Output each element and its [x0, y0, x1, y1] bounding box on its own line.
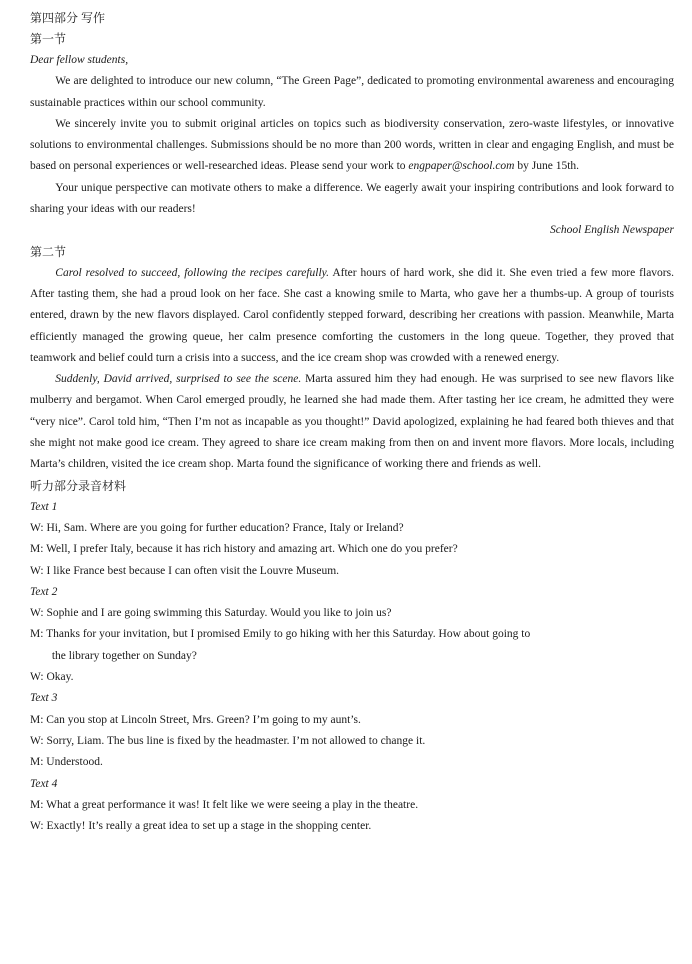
dialogue-line: W: Sorry, Liam. The bus line is fixed by the headmaster. I’m not allowed to change it. [30, 734, 426, 747]
notice-paragraph-2-text-a: We sincerely invite you to submit original articles on topics such as biodiversity conservation, zero-waste lifestyles, or innovative solutions to environmental challenges. Submissions should be no more than 200 words, written in clear and engaging English, and must be based on personal experiences or well-researched ideas. Please send your work to [30, 117, 674, 173]
text-2-label: Text 2 [30, 585, 58, 598]
notice-paragraph-2-text-b: by June 15th. [514, 160, 580, 173]
story-paragraph-1-lead: Carol resolved to succeed, following the recipes carefully. [55, 266, 330, 279]
notice-paragraph-3: Your unique perspective can motivate others to make a difference. We eagerly await your inspiring contributions and look forward to sharing your ideas with our readers! [30, 181, 674, 216]
notice-paragraph-2 [30, 114, 674, 178]
story-paragraph-2 [30, 369, 674, 475]
text-3-label: Text 3 [30, 692, 58, 705]
dialogue-line: M: Understood. [30, 756, 103, 769]
dialogue-line-text: M: Thanks for your invitation, but I promised Emily to go hiking with her this Saturday. How about going to [30, 628, 531, 641]
dialogue-line: M: Well, I prefer Italy, because it has rich history and amazing art. Which one do you prefer? [30, 543, 458, 556]
story-paragraph-1 [30, 263, 674, 369]
signature: School English Newspaper [550, 224, 674, 237]
submission-email: engpaper@school.com [408, 160, 515, 173]
dialogue-line: W: Okay. [30, 671, 74, 684]
dialogue-line: W: Hi, Sam. Where are you going for further education? France, Italy or Ireland? [30, 521, 404, 534]
text-1-label: Text 1 [30, 500, 58, 513]
section1-title: 第一节 [30, 32, 67, 46]
section2-title: 第二节 [30, 244, 67, 259]
dialogue-line: M: Can you stop at Lincoln Street, Mrs. Green? I’m going to my aunt’s. [30, 713, 361, 726]
story-paragraph-2-body: Marta assured him they had enough. He was surprised to see new flavors like mulberry and bergamot. When Carol emerged proudly, he learned she had made them. After tasting her ice cream, he admitted they were “very nice”. Carol told him, “Then I’m not as incapable as you thought!” David apologized, explaining he had feared both thieves and that she might not make good ice cream. They agreed to share ice cream making from then on and invent more flavors. More locals, including Marta’s children, visited the ice cream shop. Marta found the significance of working there and friends as well. [30, 373, 674, 471]
part4-title: 第四部分 写作 [30, 11, 106, 25]
dialogue-line: W: Exactly! It’s really a great idea to set up a stage in the shopping center. [30, 820, 372, 833]
dialogue-line-continuation: the library together on Sunday? [51, 649, 197, 662]
listening-title: 听力部分录音材料 [30, 478, 127, 493]
dialogue-line: M: What a great performance it was! It felt like we were seeing a play in the theatre. [30, 798, 419, 811]
dialogue-line [30, 624, 674, 667]
notice-paragraph-1: We are delighted to introduce our new column, “The Green Page”, dedicated to promoting environmental awareness and encouraging sustainable practices within our school community. [30, 75, 674, 109]
story-paragraph-2-lead: Suddenly, David arrived, surprised to see the scene. [55, 373, 302, 386]
story-paragraph-1-body: After hours of hard work, she did it. She even tried a few more flavors. After tasting them, she had a proud look on her face. She cast a knowing smile to Marta, who gave her a thumbs-up. A group of tourists entered, drawn by the new flavors displayed. Carol confidently stepped forward, describing her creations with passion. Meanwhile, Marta efficiently managed the growing queue, her calm presence comforting the customers in the long queue. Together, they proved that teamwork and belief could turn a crisis into a success, and the ice cream shop was crowded with a renewed energy. [30, 266, 674, 364]
salutation: Dear fellow students, [30, 54, 129, 66]
text-4-label: Text 4 [30, 777, 58, 790]
dialogue-line: W: Sophie and I are going swimming this Saturday. Would you like to join us? [30, 607, 392, 620]
dialogue-line: W: I like France best because I can often visit the Louvre Museum. [30, 564, 340, 577]
